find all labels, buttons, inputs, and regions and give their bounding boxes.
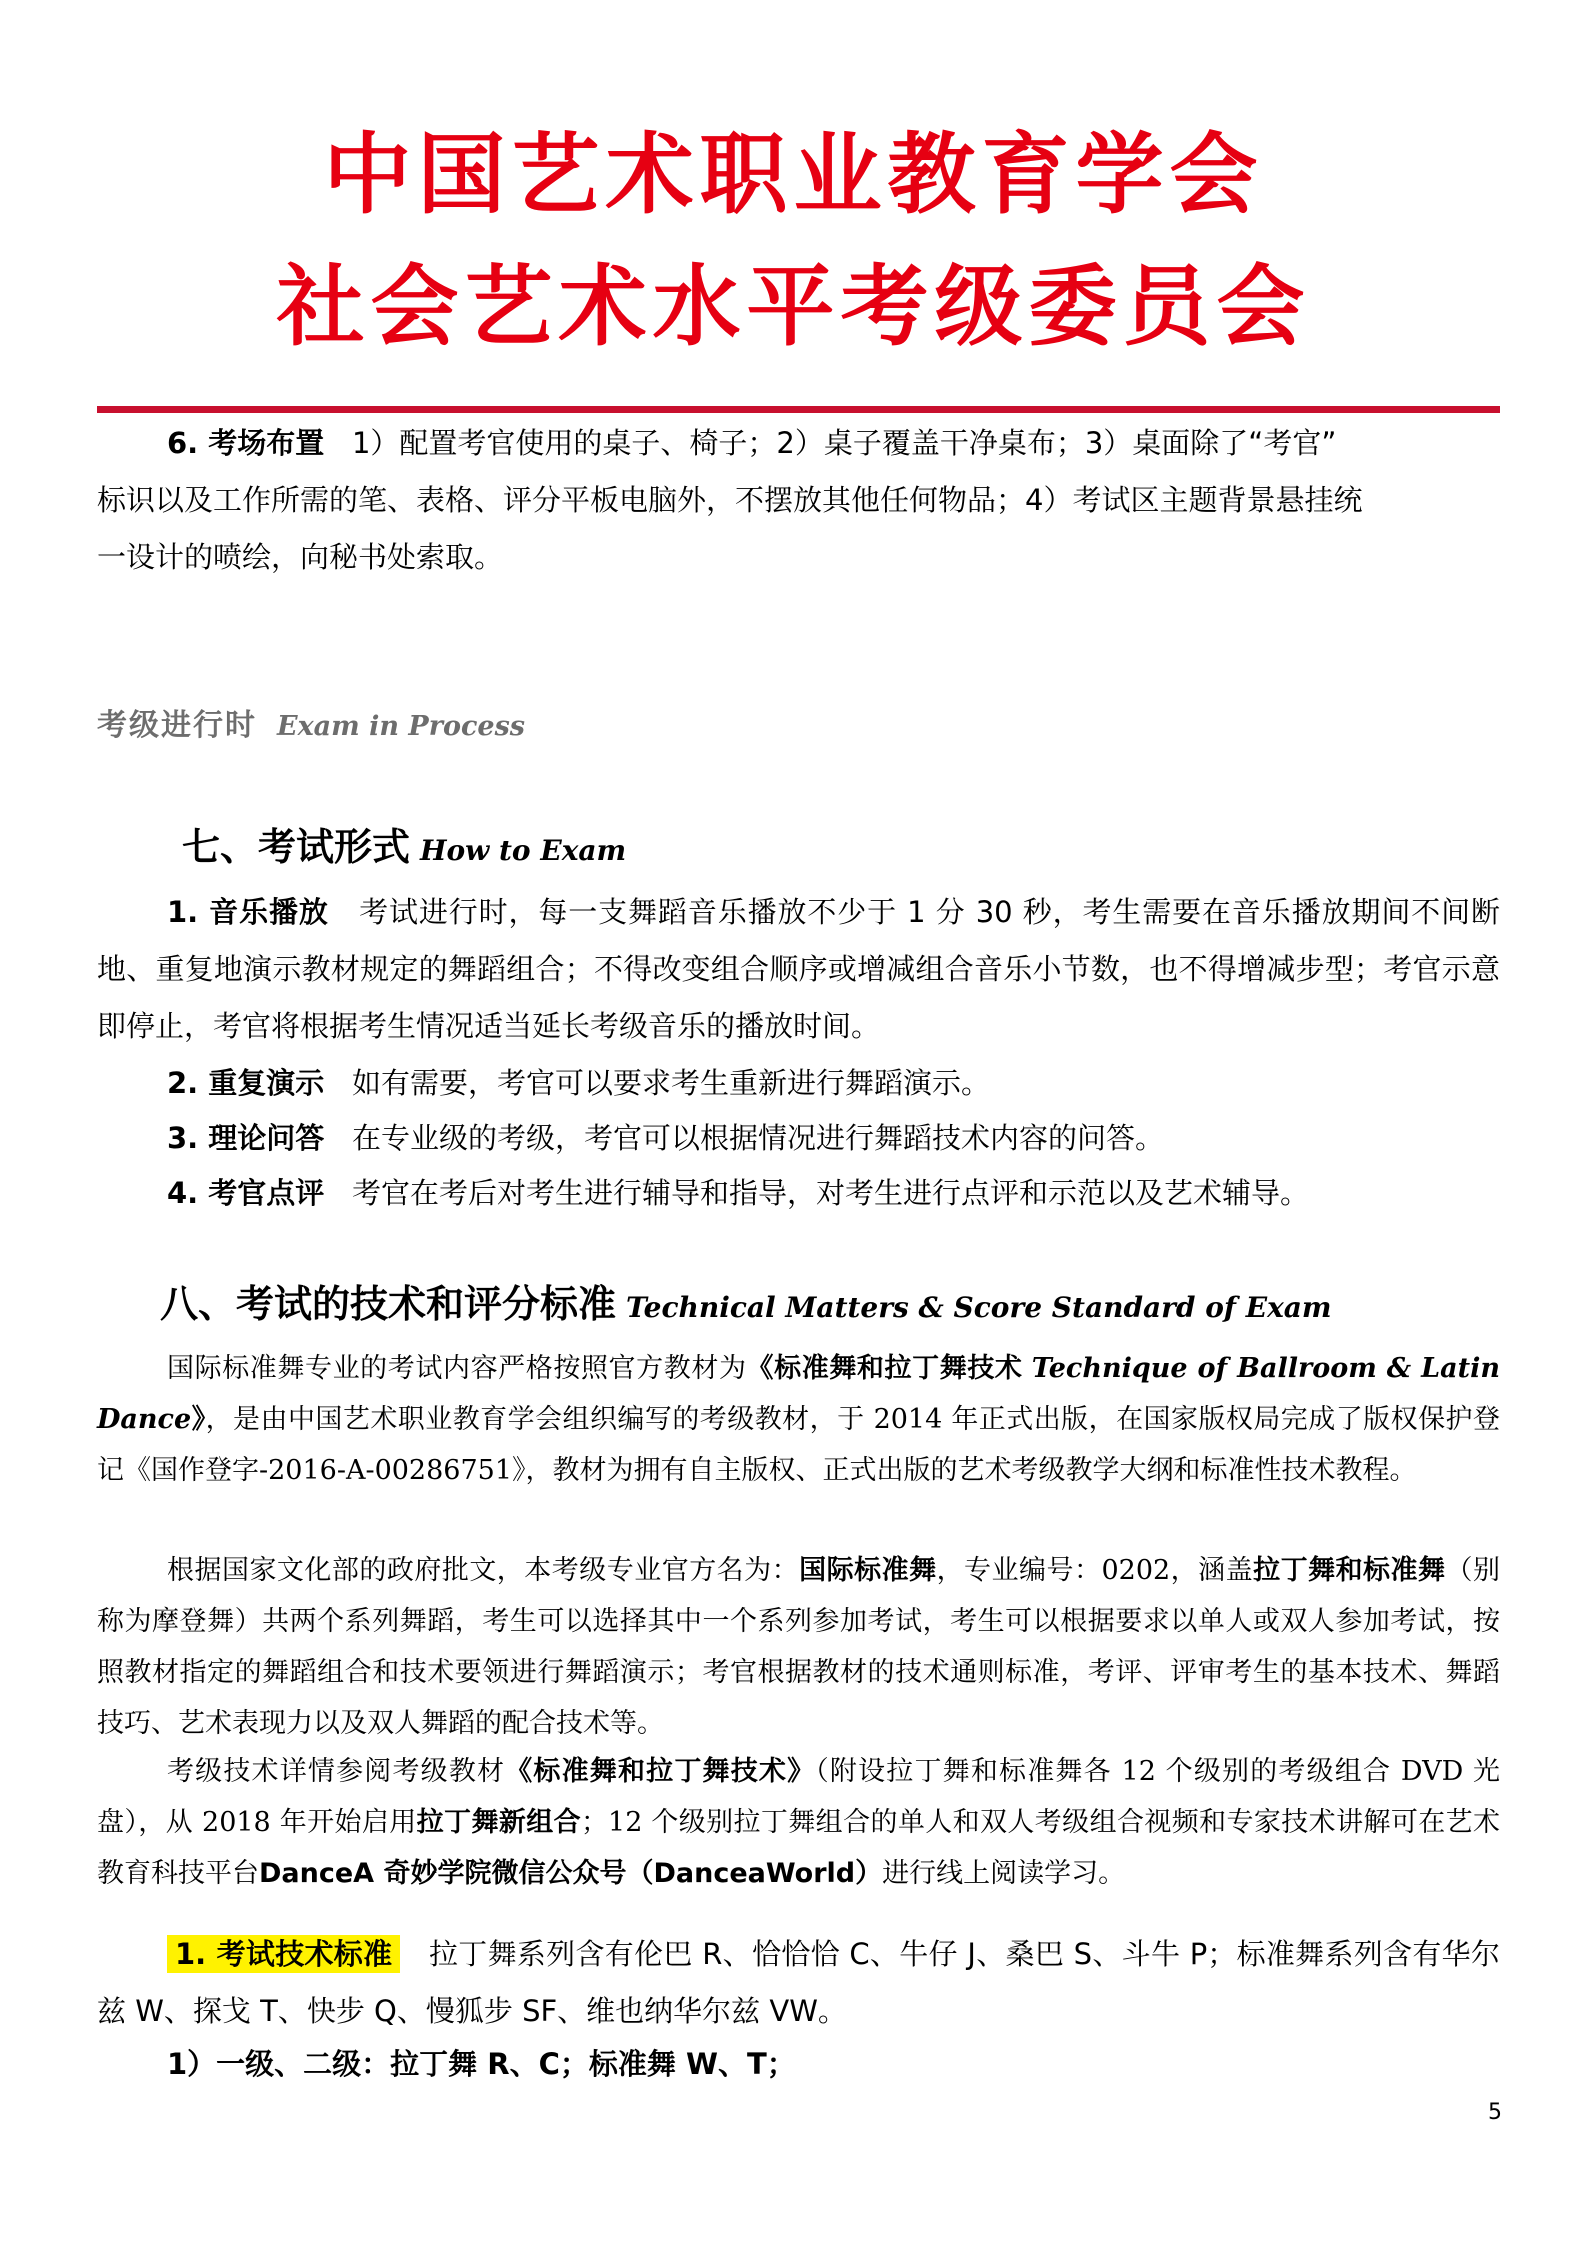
section-8-paragraph-2	[97, 1545, 1500, 1749]
p3-pre: 考级技术详情参阅考级教材	[167, 1756, 506, 1787]
p1-book-en: Technique of Ballroom & Latin Dance	[97, 1353, 1501, 1435]
p3-mid2: ；12 个级别拉丁舞组合的单人和双人考级组合视频和专家技术讲解可在艺术教育科技平台	[97, 1807, 1501, 1889]
p1-book-close: 》	[191, 1404, 206, 1435]
section-8-paragraph-5	[97, 2036, 1500, 2093]
section-7-item-1-text: 考试进行时，每一支舞蹈音乐播放不少于 1 分 30 秒，考生需要在音乐播放期间不间断地、重复地演示教材规定的舞蹈组合；不得改变组合顺序或增减组合音乐小节数，也不得增减步型；考官示意即停止，考官将根据考生情况适当延长考级音乐的播放时间。	[97, 895, 1501, 1043]
section-7-item-3-text: 在专业级的考级，考官可以根据情况进行舞蹈技术内容的问答。	[351, 1121, 1164, 1155]
exam-standard-label-highlight: 1. 考试技术标准	[167, 1935, 400, 1973]
header-divider	[97, 406, 1500, 413]
p2-cover: 拉丁舞和标准舞	[1253, 1555, 1446, 1586]
section-7-heading	[182, 825, 627, 869]
section-7-item-3	[97, 1110, 1500, 1167]
section-8-heading-cn: 八、考试的技术和评分标准	[160, 1282, 617, 1326]
banner-en: Exam in Process	[277, 711, 525, 742]
section-8-heading-en: Technical Matters & Score Standard of Exam	[626, 1291, 1332, 1324]
p2-mid: ，专业编号：0202，涵盖	[936, 1555, 1254, 1586]
p1-book-cn: 《标准舞和拉丁舞技术	[746, 1353, 1023, 1384]
p2-pre: 根据国家文化部的政府批文，本考级专业官方名为：	[167, 1555, 800, 1586]
section-7-item-2-text: 如有需要，考官可以要求考生重新进行舞蹈演示。	[351, 1066, 990, 1100]
p2-name: 国际标准舞	[799, 1555, 937, 1586]
section-8-heading	[160, 1282, 1332, 1326]
banner-cn: 考级进行时	[97, 708, 257, 743]
level-1-2-line: 1）一级、二级：拉丁舞 R、C；标准舞 W、T；	[167, 2047, 796, 2081]
section-7-item-4-label: 4. 考官点评	[167, 1176, 325, 1210]
p1-pre: 国际标准舞专业的考试内容严格按照官方教材为	[167, 1353, 747, 1384]
section-7-heading-en: How to Exam	[420, 834, 627, 867]
section-7-item-1	[97, 884, 1500, 1055]
page-number: 5	[1488, 2100, 1502, 2125]
section-8-paragraph-1	[97, 1343, 1500, 1496]
section-6-text-2: 标识以及工作所需的笔、表格、评分平板电脑外，不摆放其他任何物品；4）考试区主题背景悬挂统	[97, 483, 1363, 517]
section-banner	[97, 700, 525, 744]
p2-post: （别称为摩登舞）共两个系列舞蹈，考生可以选择其中一个系列参加考试，考生可以根据要求以单人或双人参加考试，按照教材指定的舞蹈组合和技术要领进行舞蹈演示；考官根据教材的技术通则标准，考评、评审考生的基本技术、舞蹈技巧、艺术表现力以及双人舞蹈的配合技术等。	[97, 1555, 1500, 1739]
p3-mid1: （附设拉丁舞和标准舞各 12 个级别的考级组合 DVD 光盘），从 2018 年开始启用	[97, 1756, 1500, 1838]
section-6-label: 6. 考场布置	[167, 426, 325, 460]
section-8-paragraph-4	[97, 1926, 1500, 2040]
section-7-item-4-text: 考官在考后对考生进行辅导和指导，对考生进行点评和示范以及艺术辅导。	[351, 1176, 1309, 1210]
section-8-paragraph-3	[97, 1746, 1500, 1899]
p3-post: 进行线上阅读学习。	[882, 1858, 1126, 1889]
section-7-item-2-label: 2. 重复演示	[167, 1066, 325, 1100]
p3-newcombo: 拉丁舞新组合	[416, 1807, 582, 1838]
section-7-item-4	[97, 1165, 1500, 1222]
section-7-item-2	[97, 1055, 1500, 1112]
exam-standard-text: 拉丁舞系列含有伦巴 R、恰恰恰 C、牛仔 J、桑巴 S、斗牛 P；标准舞系列含有华尔兹 W、探戈 T、快步 Q、慢狐步 SF、维也纳华尔兹 VW。	[97, 1937, 1500, 2028]
page-title-line-2: 社会艺术水平考级委员会	[276, 254, 1311, 358]
section-6-text-3: 一设计的喷绘，向秘书处索取。	[97, 540, 504, 574]
section-6-text-1: 1）配置考官使用的桌子、椅子；2）桌子覆盖干净桌布；3）桌面除了“考官”	[351, 426, 1337, 460]
p3-platform: DanceA 奇妙学院微信公众号（DanceaWorld）	[259, 1858, 883, 1889]
page-title-line-1: 中国艺术职业教育学会	[323, 122, 1264, 226]
section-7-item-1-label: 1. 音乐播放	[167, 895, 329, 929]
section-7-heading-cn: 七、考试形式	[182, 825, 411, 869]
p3-book: 《标准舞和拉丁舞技术》	[505, 1756, 816, 1787]
section-7-item-3-label: 3. 理论问答	[167, 1121, 325, 1155]
p1-post: ，是由中国艺术职业教育学会组织编写的考级教材，于 2014 年正式出版，在国家版权局完成了版权保护登记《国作登字-2016-A-00286751》，教材为拥有自主版权、正式出版的艺术考级教学大纲和标准性技术教程。	[97, 1404, 1500, 1486]
section-6-paragraph	[97, 415, 1500, 586]
